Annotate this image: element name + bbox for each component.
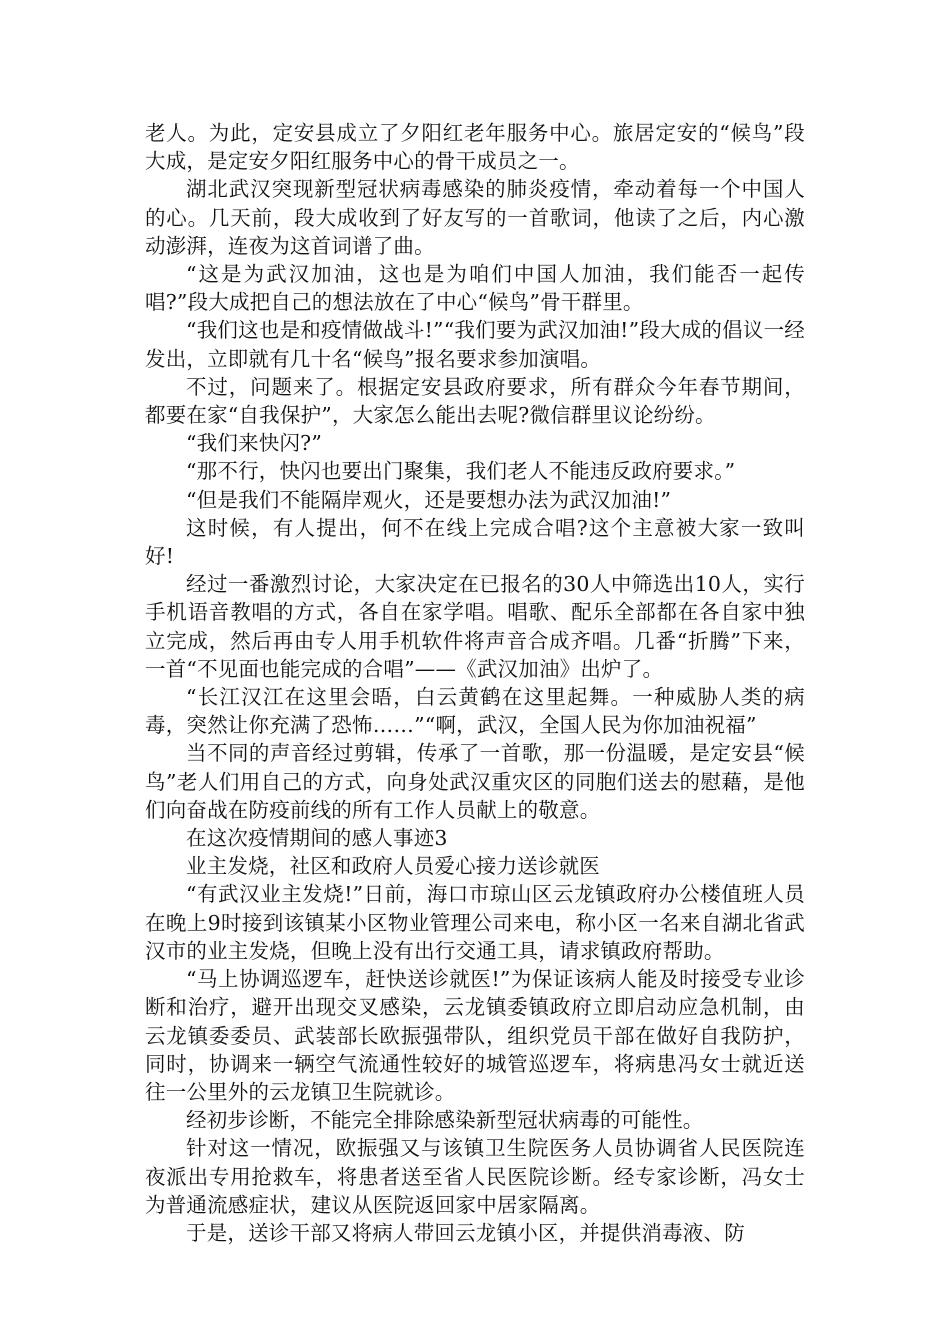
paragraph: 针对这一情况，欧振强又与该镇卫生院医务人员协调省人民医院连夜派出专用抢救车，将患者送至省人民医院诊断。经专家诊断，冯女士为普通流感症状，建议从医院返回家中居家隔离。 — [145, 1136, 805, 1217]
paragraph: 这时候，有人提出，何不在线上完成合唱?这个主意被大家一致叫好! — [145, 515, 805, 569]
paragraph: 老人。为此，定安县成立了夕阳红老年服务中心。旅居定安的“候鸟”段大成，是定安夕阳红服务中心的骨干成员之一。 — [145, 121, 805, 174]
paragraph: 于是，送诊干部又将病人带回云龙镇小区，并提供消毒液、防 — [186, 1220, 745, 1245]
section-heading: 在这次疫情期间的感人事迹3 — [186, 826, 448, 851]
article-body — [145, 119, 805, 1247]
paragraph: 当不同的声音经过剪辑，传承了一首歌，那一份温暖，是定安县“候鸟”老人们用自己的方式，向身处武汉重灾区的同胞们送去的慰藉，是他们向奋战在防疫前线的所有工作人员献上的敬意。 — [145, 741, 805, 822]
paragraph: “我们来快闪?” — [186, 431, 323, 456]
paragraph: 经过一番激烈讨论，大家决定在已报名的30人中筛选出10人，实行手机语音教唱的方式，各自在家学唱。唱歌、配乐全部都在各自家中独立完成，然后再由专人用手机软件将声音合成齐唱。几番“折腾”下来，一首“不见面也能完成的合唱”——《武汉加油》出炉了。 — [145, 572, 805, 681]
paragraph: “有武汉业主发烧!”日前，海口市琼山区云龙镇政府办公楼值班人员在晚上9时接到该镇某小区物业管理公司来电，称小区一名来自湖北省武汉市的业主发烧，但晚上没有出行交通工具，请求镇政府帮助。 — [145, 882, 805, 963]
paragraph: “长江汉江在这里会晤，白云黄鹤在这里起舞。一种威胁人类的病毒，突然让你充满了恐怖……”“啊，武汉，全国人民为你加油祝福” — [145, 685, 805, 738]
paragraph: “那不行，快闪也要出门聚集，我们老人不能违反政府要求。” — [186, 459, 736, 484]
story-subtitle: 业主发烧，社区和政府人员爱心接力送诊就医 — [186, 854, 600, 879]
paragraph: 经初步诊断，不能完全排除感染新型冠状病毒的可能性。 — [186, 1108, 704, 1133]
paragraph: “但是我们不能隔岸观火，还是要想办法为武汉加油!” — [186, 487, 672, 512]
paragraph: 不过，问题来了。根据定安县政府要求，所有群众今年春节期间，都要在家“自我保护”，大家怎么能出去呢?微信群里议论纷纷。 — [145, 374, 805, 428]
paragraph: “这是为武汉加油，这也是为咱们中国人加油，我们能否一起传唱?”段大成把自己的想法放在了中心“候鸟”骨干群里。 — [145, 262, 805, 315]
paragraph: “我们这也是和疫情做战斗!”“我们要为武汉加油!”段大成的倡议一经发出，立即就有几十名“候鸟”报名要求参加演唱。 — [145, 318, 805, 371]
paragraph: “马上协调巡逻车，赶快送诊就医!”为保证该病人能及时接受专业诊断和治疗，避开出现交叉感染，云龙镇委镇政府立即启动应急机制，由云龙镇委委员、武装部长欧振强带队，组织党员干部在做好自我防护，同时，协调来一辆空气流通性较好的城管巡逻车，将病患冯女士就近送往一公里外的云龙镇卫生院就诊。 — [145, 967, 805, 1104]
paragraph: 湖北武汉突现新型冠状病毒感染的肺炎疫情，牵动着每一个中国人的心。几天前，段大成收到了好友写的一首歌词，他读了之后，内心激动澎湃，连夜为这首词谱了曲。 — [145, 177, 805, 258]
